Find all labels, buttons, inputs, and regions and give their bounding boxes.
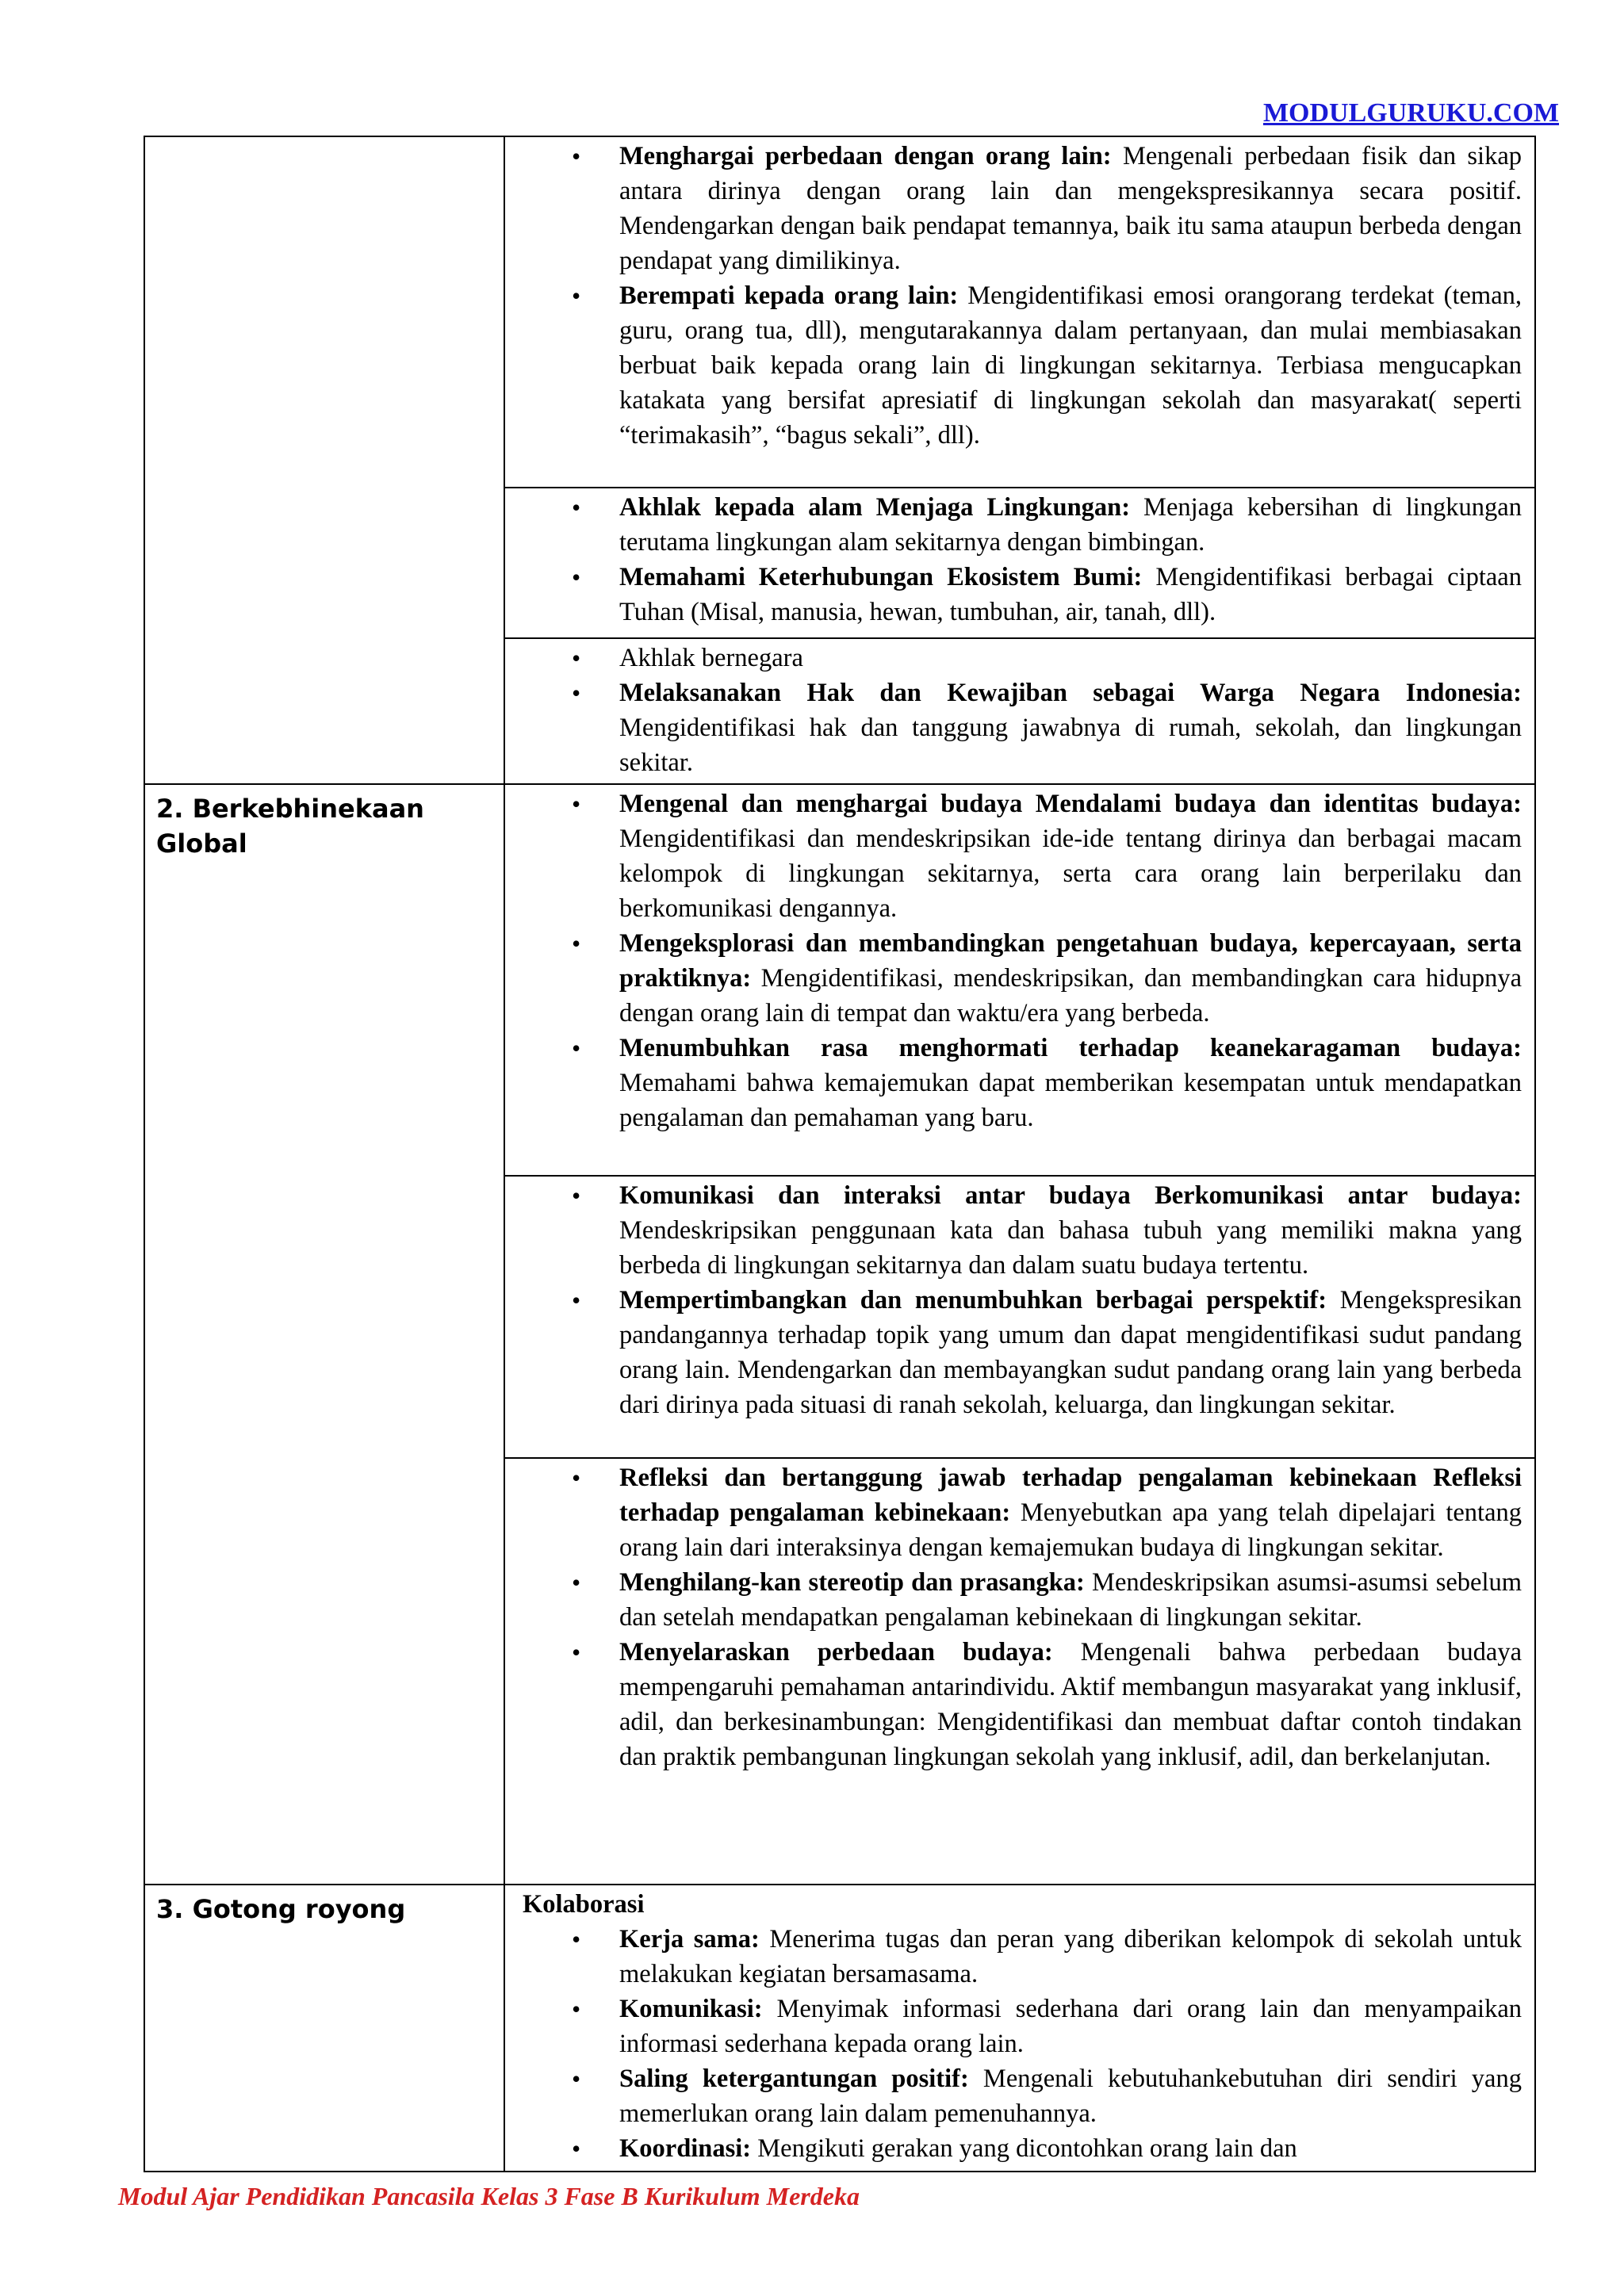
bullet-item-heading: Kerja sama: xyxy=(619,1925,760,1954)
bullet-item-text: Mengidentifikasi hak dan tanggung jawabnya di rumah, sekolah, dan lingkungan sekitar. xyxy=(619,714,1522,777)
bullet-item-text: Menyebutkan apa yang telah dipelajari tentang orang lain dari interaksinya dengan kemajemukan budaya di lingkungan sekitar. xyxy=(619,1498,1522,1562)
dimension-cell xyxy=(144,784,504,1885)
bullet-item-text: Akhlak bernegara xyxy=(619,644,803,672)
bullet-item-heading: Mengenal dan menghargai budaya Mendalami budaya dan identitas budaya: xyxy=(619,790,1522,818)
bullet-list xyxy=(505,1178,1522,1422)
dimension-cell xyxy=(144,1885,504,2172)
bullet-item-heading: Menghilang-kan stereotip dan prasangka: xyxy=(619,1568,1085,1597)
table-row xyxy=(144,784,1535,1176)
bullet-item-heading: Menumbuhkan rasa menghormati terhadap keanekaragaman budaya: xyxy=(619,1034,1522,1062)
bullet-item-heading: Mempertimbangkan dan menumbuhkan berbagai perspektif: xyxy=(619,1286,1327,1314)
bullet-item-text: Menjaga kebersihan di lingkungan terutama lingkungan alam sekitarnya dengan bimbingan. xyxy=(619,493,1522,557)
section-heading: Kolaborasi xyxy=(523,1890,645,1919)
bullet-item-heading: Melaksanakan Hak dan Kewajiban sebagai Warga Negara Indonesia: xyxy=(619,679,1522,707)
bullet-item xyxy=(505,1992,1522,2061)
bullet-item-text: Mengenali perbedaan fisik dan sikap antara dirinya dengan orang lain dan mengekspresikannya secara positif. Mendengarkan dengan baik pendapat temannya, baik itu sama ataupun berbeda dengan pendapat yang dimilikinya. xyxy=(619,142,1522,275)
dimension-title: 2. Berkebhinekaan Global xyxy=(156,794,424,859)
bullet-item-text: Mengekspresikan pandangannya terhadap topik yang umum dan dapat mengidentifikasi sudut pandang orang lain. Mendengarkan dan membayangkan sudut pandang orang lain yang berbeda dari dirinya pada situasi di ranah sekolah, keluarga, dan lingkungan sekitar. xyxy=(619,1286,1522,1419)
description-cell xyxy=(504,1458,1535,1885)
bullet-item-heading: Menyelaraskan perbedaan budaya: xyxy=(619,1638,1053,1667)
bullet-list xyxy=(505,1922,1522,2166)
bullet-item xyxy=(505,2131,1522,2166)
bullet-item xyxy=(505,926,1522,1031)
bullet-item-text: Mengidentifikasi dan mendeskripsikan ide-ide tentang dirinya dan berbagai macam kelompok di lingkungan sekitarnya, serta cara orang lain berperilaku dan berkomunikasi dengannya. xyxy=(619,825,1522,923)
bullet-item-heading: Komunikasi dan interaksi antar budaya Berkomunikasi antar budaya: xyxy=(619,1181,1522,1210)
table-row xyxy=(144,136,1535,488)
bullet-item-text: Mengidentifikasi, mendeskripsikan, dan membandingkan cara hidupnya dengan orang lain di tempat dan waktu/era yang berbeda. xyxy=(619,964,1522,1027)
bullet-item-heading: Refleksi dan bertanggung jawab terhadap pengalaman kebinekaan Refleksi terhadap pengalaman kebinekaan: xyxy=(619,1464,1522,1527)
bullet-item xyxy=(505,1283,1522,1422)
bullet-item-text: Mendeskripsikan penggunaan kata dan bahasa tubuh yang memiliki makna yang berbeda di lingkungan sekitarnya dan dalam suatu budaya tertentu. xyxy=(619,1216,1522,1280)
bullet-item-text: Mengenali kebutuhankebutuhan diri sendiri yang memerlukan orang lain dalam pemenuhannya. xyxy=(619,2064,1522,2128)
bullet-item-heading: Menghargai perbedaan dengan orang lain: xyxy=(619,142,1112,170)
bullet-list xyxy=(505,786,1522,1135)
bullet-item xyxy=(505,1460,1522,1565)
bullet-item xyxy=(505,675,1522,780)
bullet-item-heading: Akhlak kepada alam Menjaga Lingkungan: xyxy=(619,493,1131,522)
description-cell xyxy=(504,1176,1535,1458)
bullet-list xyxy=(505,139,1522,453)
competency-table xyxy=(144,136,1536,2172)
bullet-item xyxy=(505,1922,1522,1992)
bullet-item xyxy=(505,2061,1522,2131)
bullet-item-heading: Mengeksplorasi dan membandingkan pengetahuan budaya, kepercayaan, serta praktiknya: xyxy=(619,929,1522,993)
table-row xyxy=(144,1885,1535,2172)
bullet-item-heading: Saling ketergantungan positif: xyxy=(619,2064,969,2093)
bullet-item xyxy=(505,1565,1522,1635)
bullet-item xyxy=(505,490,1522,560)
description-cell xyxy=(504,488,1535,638)
bullet-item-text: Mengenali bahwa perbedaan budaya mempengaruhi pemahaman antarindividu. Aktif membangun masyarakat yang inklusif, adil, dan berkesinambungan: Mengidentifikasi dan membuat daftar contoh tindakan dan praktik pembangunan lingkungan sekolah yang inklusif, adil, dan berkelanjutan. xyxy=(619,1638,1522,1771)
description-cell xyxy=(504,784,1535,1176)
bullet-item-text: Mengikuti gerakan yang dicontohkan orang lain dan xyxy=(751,2134,1297,2163)
bullet-item-text: Menerima tugas dan peran yang diberikan kelompok di sekolah untuk melakukan kegiatan bersamasama. xyxy=(619,1925,1522,1988)
bullet-list xyxy=(505,1460,1522,1774)
bullet-item xyxy=(505,1635,1522,1774)
dimension-cell xyxy=(144,136,504,784)
bullet-item-text: Mengidentifikasi emosi orangorang terdekat (teman, guru, orang tua, dll), mengutarakannya dalam pertanyaan, dan mulai membiasakan berbuat baik kepada orang lain di lingkungan sekitarnya. Terbiasa mengucapkan katakata yang bersifat apresiatif di lingkungan sekolah dan masyarakat( seperti “terimakasih”, “bagus sekali”, dll). xyxy=(619,281,1522,450)
bullet-item xyxy=(505,560,1522,629)
site-link[interactable]: MODULGURUKU.COM xyxy=(1262,98,1559,128)
bullet-item-text: Mengidentifikasi berbagai ciptaan Tuhan (Misal, manusia, hewan, tumbuhan, air, tanah, dll). xyxy=(619,563,1522,626)
bullet-list xyxy=(505,641,1522,780)
dimension-title: 3. Gotong royong xyxy=(156,1894,406,1924)
bullet-item xyxy=(505,278,1522,453)
description-cell xyxy=(504,1885,1535,2172)
bullet-item-text: Mendeskripsikan asumsi-asumsi sebelum dan setelah mendapatkan pengalaman kebinekaan di lingkungan sekitar. xyxy=(619,1568,1522,1632)
bullet-item xyxy=(505,786,1522,926)
bullet-item-heading: Koordinasi: xyxy=(619,2134,752,2163)
bullet-item-heading: Komunikasi: xyxy=(619,1995,763,2023)
bullet-item xyxy=(505,139,1522,278)
description-cell xyxy=(504,136,1535,488)
bullet-list xyxy=(505,490,1522,629)
bullet-item-text: Memahami bahwa kemajemukan dapat memberikan kesempatan untuk mendapatkan pengalaman dan pemahaman yang baru. xyxy=(619,1069,1522,1132)
description-cell xyxy=(504,638,1535,784)
bullet-item xyxy=(505,1178,1522,1283)
bullet-item xyxy=(505,1031,1522,1135)
bullet-item-text: Menyimak informasi sederhana dari orang lain dan menyampaikan informasi sederhana kepada orang lain. xyxy=(619,1995,1522,2058)
bullet-item-heading: Berempati kepada orang lain: xyxy=(619,281,959,310)
bullet-item xyxy=(505,641,1522,675)
bullet-item-heading: Memahami Keterhubungan Ekosistem Bumi: xyxy=(619,563,1143,591)
page-footer: Modul Ajar Pendidikan Pancasila Kelas 3 Fase B Kurikulum Merdeka xyxy=(118,2182,860,2210)
